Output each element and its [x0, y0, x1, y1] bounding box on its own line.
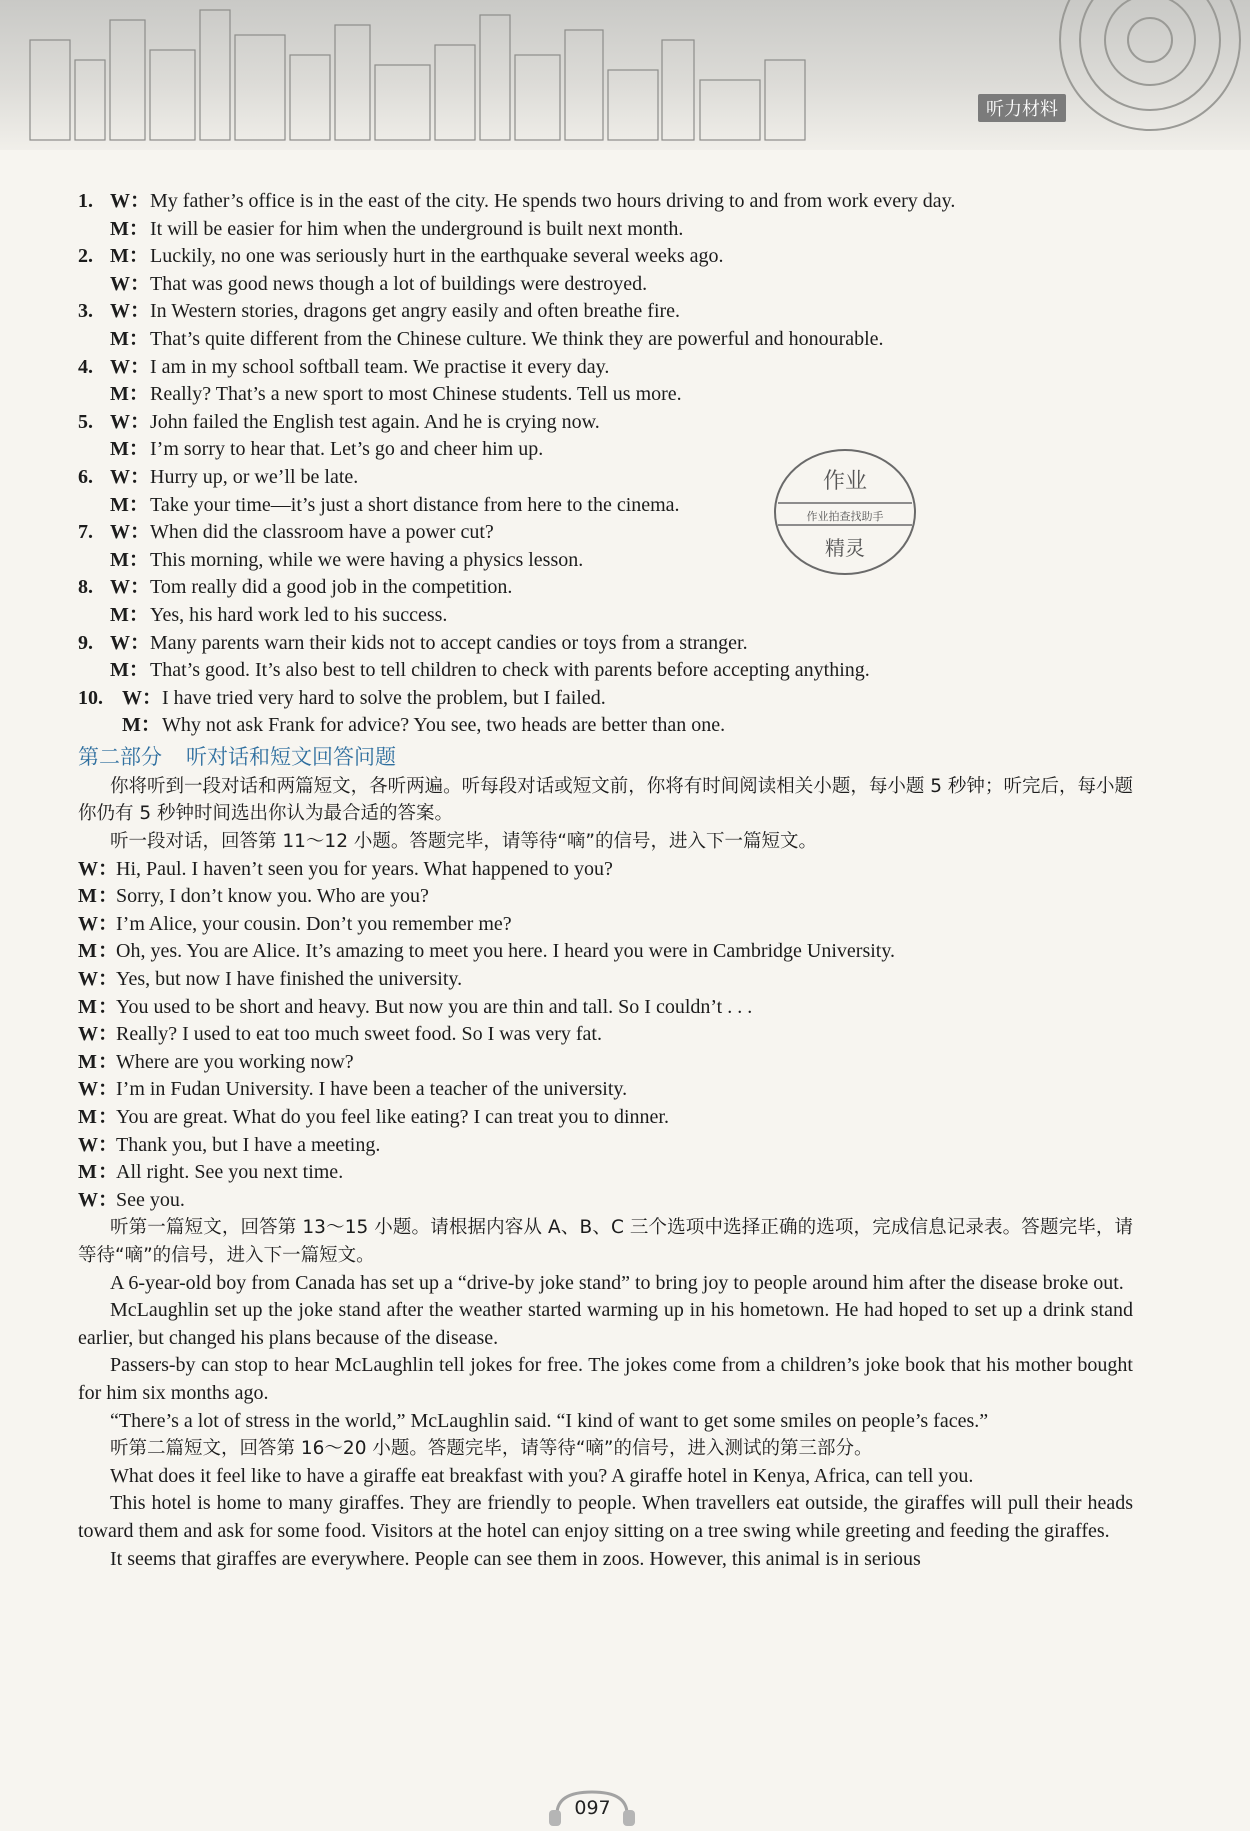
dialogue-line	[78, 630, 1133, 658]
speaker-colon: ：	[98, 968, 118, 991]
speaker-label: M	[78, 1161, 97, 1184]
passage1-instruction: 听第一篇短文，回答第 13～15 小题。请根据内容从 A、B、C 三个选项中选择正确的选项，完成信息记录表。答题完毕，请等待“嘀”的信号，进入下一篇短文。	[78, 1217, 1133, 1266]
line-text: John failed the English test again. And he is crying now.	[150, 410, 600, 433]
line-text: I have tried very hard to solve the problem, but I failed.	[162, 686, 606, 709]
dialogue-line	[78, 1076, 1133, 1104]
speaker-label: M	[78, 885, 97, 908]
speaker-label: W	[78, 1188, 98, 1211]
question-number: 1.	[78, 190, 93, 212]
line-text: Why not ask Frank for advice? You see, two heads are better than one.	[162, 714, 726, 737]
speaker-colon: ：	[98, 1078, 118, 1101]
dialogue-line	[78, 464, 1133, 492]
dialogue-line	[78, 657, 1133, 685]
page-content	[78, 188, 1133, 1573]
city-skyline-illustration	[0, 0, 1250, 150]
passage2-instruction: 听第二篇短文，回答第 16～20 小题。答题完毕，请等待“嘀”的信号，进入测试的第三部分。	[110, 1438, 873, 1460]
speaker-label: M：	[110, 548, 149, 571]
question-number: 9.	[78, 631, 93, 654]
line-text: Really? I used to eat too much sweet food. So I was very fat.	[116, 1023, 602, 1046]
line-text: You are great. What do you feel like eating? I can treat you to dinner.	[116, 1106, 669, 1128]
speaker-label: M：	[110, 659, 149, 682]
speaker-colon: ：	[98, 857, 118, 880]
paragraph: This hotel is home to many giraffes. They are friendly to people. When travellers eat outside, the giraffes will pull their heads toward them and ask for some food. Visitors at the hotel can enjoy sitting on a tree swing while greeting and feeding the giraffes.	[78, 1492, 1133, 1542]
dialogue-line	[78, 519, 1133, 547]
line-text: All right. See you next time.	[116, 1161, 344, 1184]
paragraph: It seems that giraffes are everywhere. People can see them in zoos. However, this animal is in serious	[110, 1547, 921, 1570]
dialogue-line	[78, 856, 1133, 884]
paragraph: McLaughlin set up the joke stand after the weather started warming up in his hometown. He had hoped to set up a drink stand earlier, but changed his plans because of the disease.	[78, 1299, 1133, 1349]
dialogue-line	[78, 1021, 1133, 1049]
dialogue-line	[78, 271, 1133, 299]
dialogue-instruction: 听一段对话，回答第 11～12 小题。答题完毕，请等待“嘀”的信号，进入下一篇短文。	[110, 831, 818, 853]
passage1	[78, 1270, 1133, 1436]
line-text: Oh, yes. You are Alice. It’s amazing to meet you here. I heard you were in Cambridge University.	[116, 940, 896, 963]
speaker-label: M：	[122, 714, 161, 737]
speaker-colon: ：	[98, 912, 118, 935]
section-title-text: 听对话和短文回答问题	[186, 744, 396, 769]
line-text: See you.	[116, 1188, 185, 1211]
speaker-label: W：	[110, 465, 150, 488]
dialogue-line	[78, 409, 1133, 437]
speaker-colon: ：	[98, 1133, 118, 1156]
line-text: Luckily, no one was seriously hurt in the earthquake several weeks ago.	[150, 245, 724, 268]
speaker-label: M：	[110, 383, 149, 406]
line-text: That’s good. It’s also best to tell children to check with parents before accepting anything.	[150, 659, 870, 682]
speaker-colon: ：	[98, 885, 118, 908]
speaker-label: W：	[110, 190, 150, 212]
speaker-label: W：	[110, 576, 150, 599]
part2-intro: 你将听到一段对话和两篇短文，各听两遍。听每段对话或短文前，你将有时间阅读相关小题，每小题 5 秒钟；听完后，每小题你仍有 5 秒钟时间选出你认为最合适的答案。	[78, 775, 1133, 825]
section-tag: 听力材料	[978, 94, 1066, 122]
dialogue-line	[78, 938, 1133, 966]
line-text: You used to be short and heavy. But now you are thin and tall. So I couldn’t . . .	[116, 995, 753, 1018]
dialogue-line	[78, 492, 1133, 520]
dialogue-line	[78, 188, 1133, 216]
speaker-label: W	[78, 1078, 98, 1101]
speaker-label: W：	[110, 521, 150, 544]
line-text: My father’s office is in the east of the city. He spends two hours driving to and from work every day.	[150, 190, 956, 212]
dialogue-line	[78, 547, 1133, 575]
part1-dialogues	[78, 188, 1133, 740]
dialogue-line	[78, 1049, 1133, 1077]
speaker-label: W：	[110, 410, 150, 433]
speaker-label: W	[78, 1023, 98, 1046]
line-text: Sorry, I don’t know you. Who are you?	[116, 885, 429, 908]
speaker-label: M	[78, 995, 97, 1018]
question-number: 7.	[78, 521, 93, 544]
dialogue-line	[78, 883, 1133, 911]
speaker-colon: ：	[98, 1161, 118, 1184]
speaker-label: W：	[122, 686, 162, 709]
speaker-label: W	[78, 912, 98, 935]
section-title-part: 第二部分	[78, 744, 162, 769]
dialogue-line	[78, 966, 1133, 994]
speaker-label: W：	[110, 272, 150, 295]
line-text: Many parents warn their kids not to accept candies or toys from a stranger.	[150, 631, 748, 654]
dialogue-line	[78, 602, 1133, 630]
dialogue	[78, 856, 1133, 1215]
line-text: It will be easier for him when the underground is built next month.	[150, 217, 684, 240]
speaker-label: M：	[110, 493, 149, 516]
line-text: Thank you, but I have a meeting.	[116, 1133, 381, 1156]
speaker-label: M：	[110, 327, 149, 350]
question-number: 10.	[78, 686, 103, 709]
line-text: Hi, Paul. I haven’t seen you for years. What happened to you?	[116, 857, 613, 880]
question-number: 6.	[78, 465, 93, 488]
paragraph: “There’s a lot of stress in the world,” McLaughlin said. “I kind of want to get some smiles on people’s faces.”	[110, 1409, 989, 1432]
dialogue-line	[78, 1187, 1133, 1215]
dialogue-line	[78, 685, 1133, 713]
section-title	[78, 741, 1133, 773]
line-text: I am in my school softball team. We practise it every day.	[150, 355, 610, 378]
dialogue-line	[78, 1132, 1133, 1160]
dialogue-line	[78, 911, 1133, 939]
speaker-colon: ：	[98, 1050, 118, 1073]
paragraph: Passers-by can stop to hear McLaughlin tell jokes for free. The jokes come from a children’s joke book that his mother bought for him six months ago.	[78, 1354, 1133, 1404]
dialogue-line	[78, 354, 1133, 382]
line-text: I’m in Fudan University. I have been a teacher of the university.	[116, 1078, 628, 1101]
speaker-label: M：	[110, 438, 149, 461]
line-text: This morning, while we were having a physics lesson.	[150, 548, 584, 571]
line-text: When did the classroom have a power cut?	[150, 521, 494, 544]
line-text: Yes, but now I have finished the university.	[116, 968, 463, 991]
dialogue-line	[78, 574, 1133, 602]
line-text: Yes, his hard work led to his success.	[150, 603, 448, 626]
line-text: That was good news though a lot of buildings were destroyed.	[150, 272, 648, 295]
question-number: 8.	[78, 576, 93, 599]
speaker-colon: ：	[98, 1106, 118, 1128]
stamp-top-text: 作业	[822, 469, 868, 494]
speaker-label: W	[78, 857, 98, 880]
header-banner	[0, 0, 1250, 150]
dialogue-line	[78, 1104, 1133, 1132]
line-text: I’m sorry to hear that. Let’s go and cheer him up.	[150, 438, 544, 461]
stamp-bottom-text: 精灵	[825, 536, 865, 560]
page-number: 097	[574, 1797, 611, 1819]
question-number: 2.	[78, 245, 93, 268]
dialogue-line	[78, 216, 1133, 244]
dialogue-line	[78, 436, 1133, 464]
speaker-label: W	[78, 1133, 98, 1156]
line-text: That’s quite different from the Chinese culture. We think they are powerful and honourable.	[150, 327, 884, 350]
line-text: Really? That’s a new sport to most Chinese students. Tell us more.	[150, 383, 682, 406]
dialogue-line	[78, 326, 1133, 354]
line-text: I’m Alice, your cousin. Don’t you remember me?	[116, 912, 512, 935]
speaker-label: W：	[110, 355, 150, 378]
speaker-label: W	[78, 968, 98, 991]
dialogue-line	[78, 298, 1133, 326]
speaker-label: W：	[110, 631, 150, 654]
speaker-colon: ：	[98, 995, 118, 1018]
paragraph: A 6-year-old boy from Canada has set up a “drive-by joke stand” to bring joy to people around him after the disease broke out.	[110, 1271, 1124, 1294]
speaker-colon: ：	[98, 940, 118, 963]
speaker-label: M	[78, 1106, 97, 1128]
question-number: 5.	[78, 410, 93, 433]
dialogue-line	[78, 381, 1133, 409]
dialogue-line	[78, 243, 1133, 271]
question-number: 4.	[78, 355, 93, 378]
speaker-colon: ：	[98, 1188, 118, 1211]
line-text: Hurry up, or we’ll be late.	[150, 465, 359, 488]
speaker-label: M	[78, 1050, 97, 1073]
passage2	[78, 1463, 1133, 1573]
dialogue-line	[78, 712, 1133, 740]
dialogue-line	[78, 994, 1133, 1022]
speaker-label: M：	[110, 245, 149, 268]
stamp-middle-text: 作业拍查找助手	[806, 510, 884, 523]
homework-stamp-logo	[770, 443, 920, 581]
line-text: Where are you working now?	[116, 1050, 354, 1073]
dialogue-line	[78, 1159, 1133, 1187]
speaker-label: M：	[110, 603, 149, 626]
line-text: Tom really did a good job in the competition.	[150, 576, 513, 599]
speaker-colon: ：	[98, 1023, 118, 1046]
speaker-label: M：	[110, 217, 149, 240]
line-text: Take your time—it’s just a short distance from here to the cinema.	[150, 493, 680, 516]
question-number: 3.	[78, 300, 93, 323]
speaker-label: W：	[110, 300, 150, 323]
paragraph: What does it feel like to have a giraffe eat breakfast with you? A giraffe hotel in Kenya, Africa, can tell you.	[110, 1464, 974, 1487]
speaker-label: M	[78, 940, 97, 963]
line-text: In Western stories, dragons get angry easily and often breathe fire.	[150, 300, 681, 323]
